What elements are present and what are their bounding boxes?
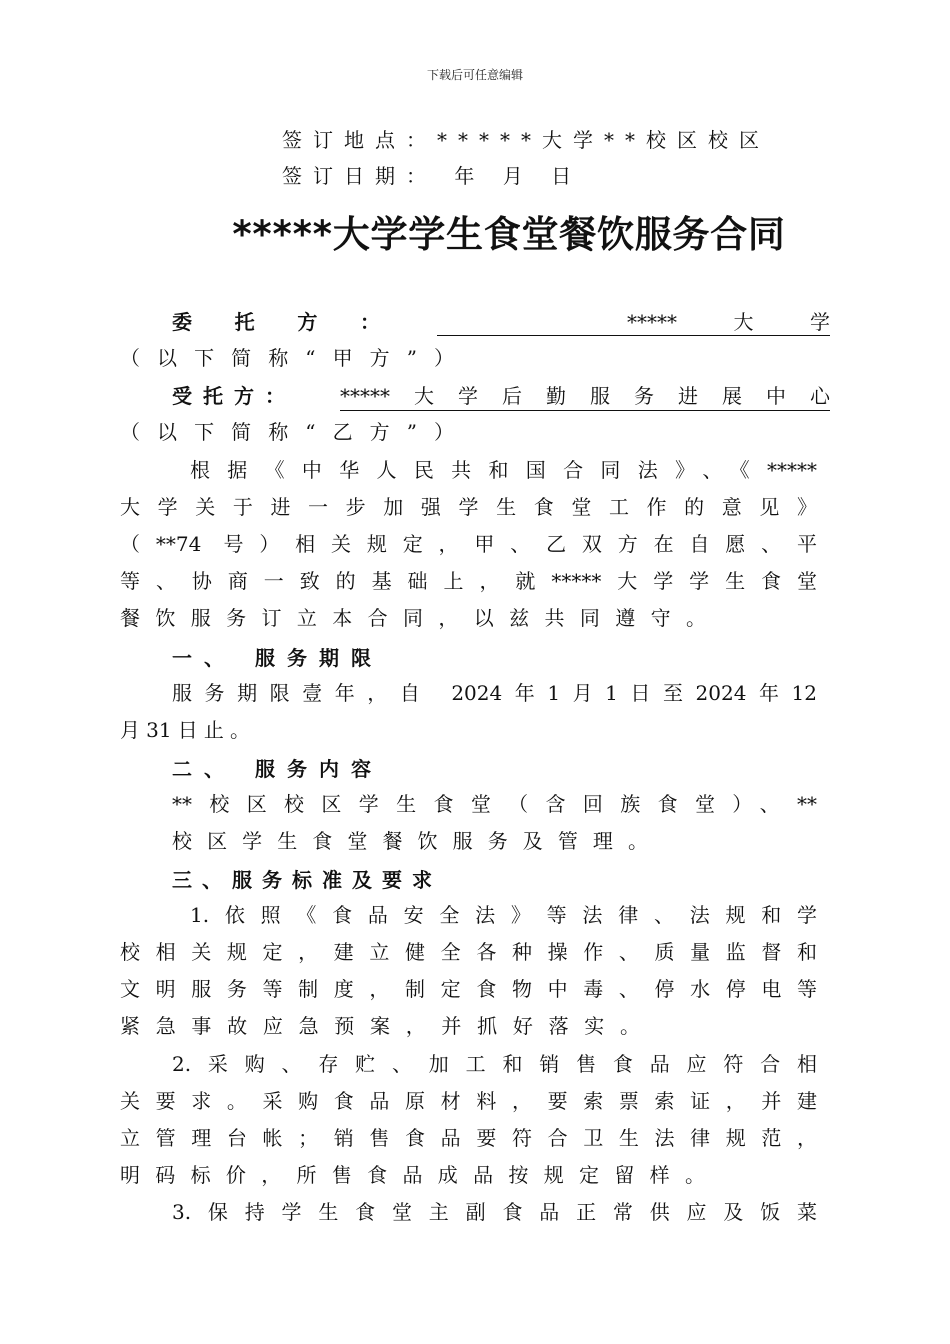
client-label: 委托方： <box>172 310 380 334</box>
client-value: *****大学 <box>437 308 830 336</box>
section-line: 服务期限壹年，自 2024年1月1日至2024年12 <box>172 681 817 705</box>
contract-title: *****大学学生食堂餐饮服务合同 <box>232 213 786 256</box>
contractor-label: 受托方： <box>172 384 296 408</box>
item-line: 2.采购、存贮、加工和销售食品应符合相 <box>172 1052 817 1076</box>
item-line: 立管理台帐；销售食品要符合卫生法律规范， <box>120 1126 817 1150</box>
preamble-line: 根据《中华人民共和国合同法》、《***** <box>190 458 817 482</box>
section-heading: 三、服务标准及要求 <box>172 868 442 892</box>
section-line: 月31日止。 <box>120 718 250 742</box>
preamble-line: 餐饮服务订立本合同，以兹共同遵守。 <box>120 606 706 630</box>
item-line: 1.依照《食品安全法》等法律、法规和学 <box>190 903 817 927</box>
item-line: 3.保持学生食堂主副食品正常供应及饭菜 <box>172 1200 817 1224</box>
section-heading: 二、 服务内容 <box>172 757 383 781</box>
item-line: 紧急事故应急预案，并抓好落实。 <box>120 1014 640 1038</box>
client-alias: （以下简称“甲方”） <box>120 346 454 370</box>
signing-place: 签订地点：*****大学**校区校区 <box>282 128 770 152</box>
signing-date: 签订日期： 年 月 日 <box>282 164 583 188</box>
contractor-value: *****大学后勤服务进展中心 <box>340 382 830 411</box>
section-line: **校区校区学生食堂（含回族食堂）、** <box>172 792 817 816</box>
item-line: 校相关规定，建立健全各种操作、质量监督和 <box>120 940 817 964</box>
preamble-line: （**74 号）相关规定，甲、乙双方在自愿、平 <box>120 532 817 556</box>
section-line: 校区学生食堂餐饮服务及管理。 <box>172 829 648 853</box>
contractor-alias: （以下简称“乙方”） <box>120 420 454 444</box>
preamble-line: 等、协商一致的基础上，就*****大学学生食堂 <box>120 569 817 593</box>
preamble-line: 大学关于进一步加强学生食堂工作的意见》 <box>120 495 817 519</box>
item-line: 关要求。采购食品原材料，要索票索证，并建 <box>120 1089 817 1113</box>
header-note: 下载后可任意编辑 <box>426 68 523 82</box>
item-line: 明码标价，所售食品成品按规定留样。 <box>120 1163 705 1187</box>
item-line: 文明服务等制度，制定食物中毒、停水停电等 <box>120 977 817 1001</box>
section-heading: 一、 服务期限 <box>172 646 383 670</box>
